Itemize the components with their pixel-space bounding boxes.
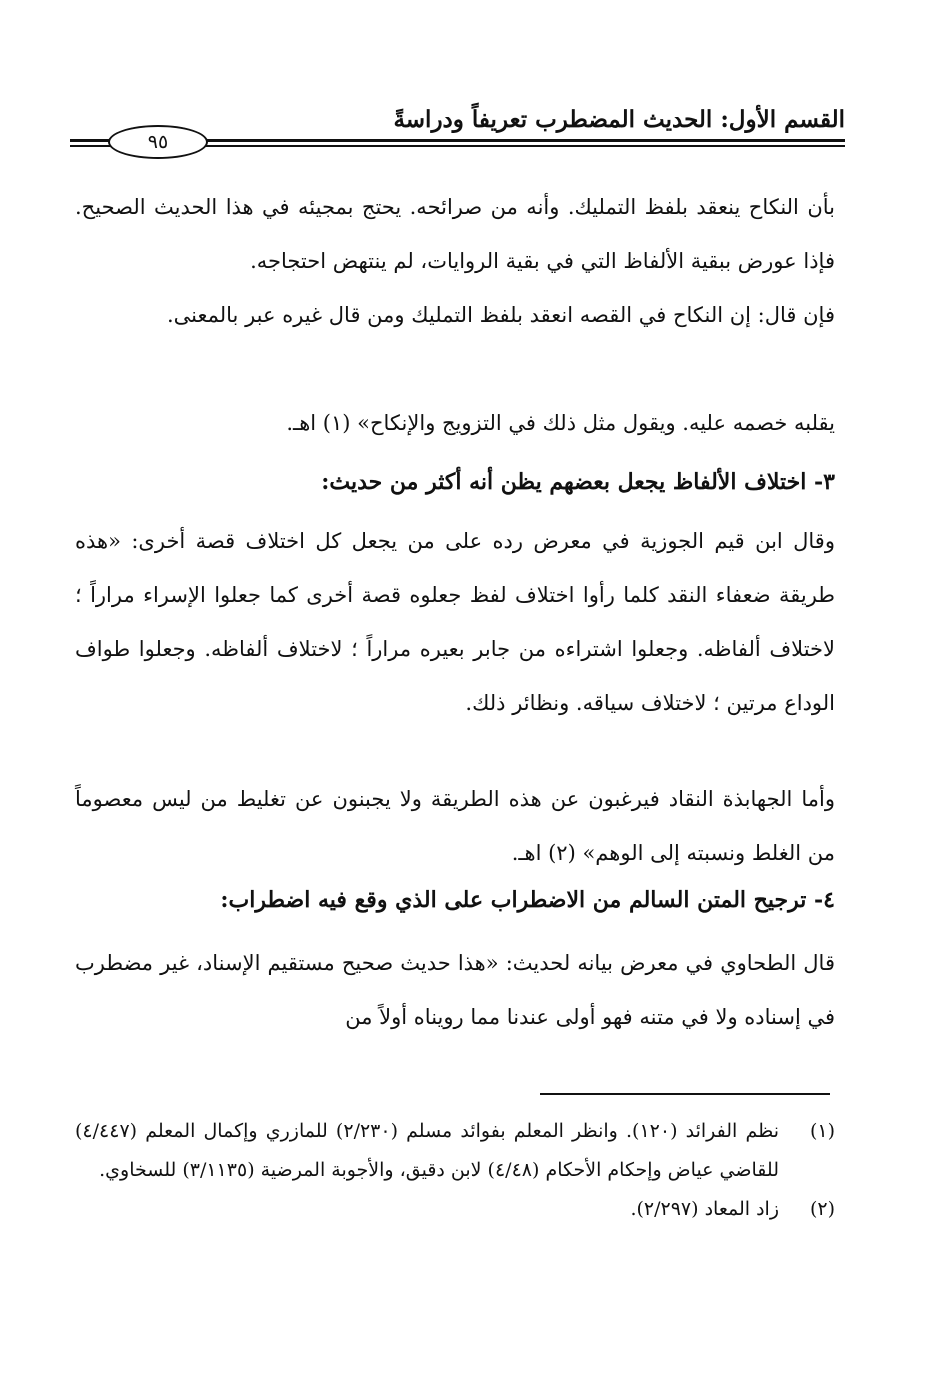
footnotes	[75, 1112, 835, 1229]
paragraph-1	[75, 180, 835, 288]
section-heading-3: ٣- اختلاف الألفاظ يجعل بعضهم يظن أنه أكثر من حديث:	[321, 469, 835, 495]
paragraph-5	[75, 772, 835, 880]
header-rule-thin	[205, 145, 845, 147]
footnote-text: نظم الفرائد (١٢٠). وانظر المعلم بفوائد مسلم (٢/٢٣٠) للمازري وإكمال المعلم (٤/٤٤٧) للقاضي عياض وإحكام الأحكام (٤/٤٨) لابن دقيق، والأجوبة المرضية (٣/١١٣٥) للسخاوي.	[75, 1120, 779, 1181]
paragraph-text: فإن قال: إن النكاح في القصه انعقد بلفظ التمليك ومن قال غيره عبر بالمعنى.	[166, 303, 835, 327]
paragraph-3	[75, 396, 835, 450]
footnote-separator	[540, 1093, 830, 1095]
paragraph-6	[75, 936, 835, 1044]
header-rule-left	[70, 139, 110, 142]
running-header	[70, 104, 845, 160]
paragraph-text: قال الطحاوي في معرض بيانه لحديث: «هذا حديث صحيح مستقيم الإسناد، غير مضطرب في إسناده ولا في متنه فهو أولى عندنا مما رويناه أولاً من	[75, 951, 835, 1029]
paragraph-4	[75, 514, 835, 730]
header-rule-left-thin	[70, 145, 110, 147]
footnote-number: (١)	[809, 1120, 835, 1142]
footnote-1	[75, 1112, 835, 1190]
paragraph-2	[75, 288, 835, 342]
section-heading-4: ٤- ترجيح المتن السالم من الاضطراب على الذي وقع فيه اضطراب:	[220, 887, 835, 913]
paragraph-text: وأما الجهابذة النقاد فيرغبون عن هذه الطريقة ولا يجبنون عن تغليط من ليس معصوماً من الغلط ونسبته إلى الوهم» (٢) اهـ.	[75, 787, 835, 865]
header-rule	[205, 139, 845, 142]
header-title: القسم الأول: الحديث المضطرب تعريفاً ودراسةً	[393, 106, 845, 133]
footnote-text: زاد المعاد (٢/٢٩٧).	[630, 1198, 779, 1220]
page-number: ٩٥	[108, 125, 208, 159]
footnote-number: (٢)	[809, 1198, 835, 1220]
paragraph-text: بأن النكاح ينعقد بلفظ التمليك. وأنه من صرائحه. يحتج بمجيئه في هذا الحديث الصحيح. فإذا عورض ببقية الألفاظ التي في بقية الروايات، لم ينتهض احتجاجه.	[75, 195, 835, 273]
footnote-2	[75, 1190, 835, 1229]
paragraph-text: يقلبه خصمه عليه. ويقول مثل ذلك في التزويج والإنكاح» (١) اهـ.	[286, 411, 835, 435]
paragraph-text: وقال ابن قيم الجوزية في معرض رده على من يجعل كل اختلاف قصة أخرى: «هذه طريقة ضعفاء النقد كلما رأوا اختلاف لفظ جعلوه قصة أخرى كما جعلوا الإسراء مراراً ؛ لاختلاف ألفاظه. وجعلوا اشتراءه من جابر بعيره مراراً ؛ لاختلاف ألفاظه. وجعلوا طواف الوداع مرتين ؛ لاختلاف سياقه. ونظائر ذلك.	[75, 529, 835, 715]
